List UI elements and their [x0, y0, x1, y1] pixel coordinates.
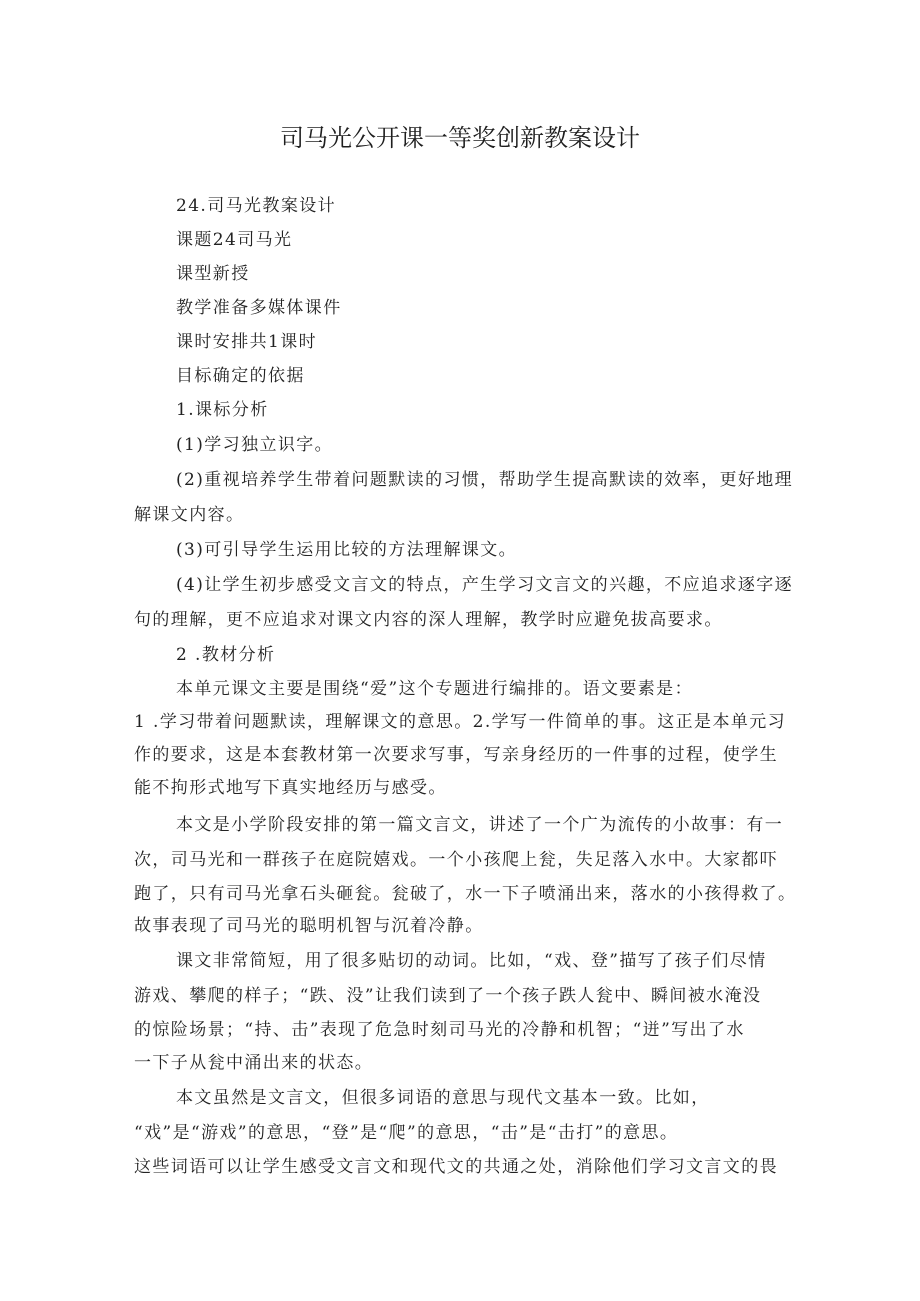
paragraph-line: 课文非常简短，用了很多贴切的动词。比如，“戏、登”描写了孩子们尽情 [176, 951, 767, 971]
document-title: 司马光公开课一等奖创新教案设计 [280, 124, 640, 152]
section-heading: 24.司马光教案设计 [176, 196, 337, 216]
paragraph-line: 游戏、攀爬的样子；“跌、没”让我们读到了一个孩子跌人瓮中、瞬间被水淹没 [134, 986, 762, 1006]
goal-item-1: (1)学习独立识字。 [176, 435, 334, 455]
paragraph-line: 本文是小学阶段安排的第一篇文言文，讲述了一个广为流传的小故事：有一 [176, 815, 784, 835]
goal-item-4-line-2: 句的理解，更不应追求对课文内容的深人理解，教学时应避免拔高要求。 [134, 610, 723, 630]
paragraph-line: 一下子从瓮中涌出来的状态。 [134, 1053, 374, 1073]
paragraph-line: 的惊险场景；“持、击”表现了危急时刻司马光的冷静和机智；“迸”写出了水 [134, 1020, 745, 1040]
paragraph-line: “戏”是“游戏”的意思，“登”是“爬”的意思，“击”是“击打”的意思。 [134, 1123, 679, 1143]
goal-item-3: (3)可引导学生运用比较的方法理解课文。 [176, 540, 518, 560]
paragraph-line: 这些词语可以让学生感受文言文和现代文的共通之处，消除他们学习文言文的畏 [134, 1157, 778, 1177]
paragraph-line: 能不拘形式地写下真实地经历与感受。 [134, 778, 447, 798]
curriculum-analysis-heading: 1.课标分析 [176, 400, 269, 420]
goal-item-2-line-2: 解课文内容。 [134, 505, 245, 525]
goal-item-2-line-1: (2)重视培养学生带着问题默读的习惯，帮助学生提高默读的效率，更好地理 [176, 470, 794, 490]
teaching-prep: 教学准备多媒体课件 [176, 298, 342, 318]
paragraph-line: 1 .学习带着问题默读，理解课文的意思。2.学写一件简单的事。这正是本单元习 [134, 712, 787, 732]
paragraph-line: 作的要求，这是本套教材第一次要求写事，写亲身经历的一件事的过程，使学生 [134, 745, 778, 765]
goal-basis-heading: 目标确定的依据 [176, 366, 305, 386]
paragraph-line: 故事表现了司马光的聪明机智与沉着冷静。 [134, 916, 484, 936]
goal-item-4-line-1: (4)让学生初步感受文言文的特点，产生学习文言文的兴趣，不应追求逐字逐 [176, 575, 794, 595]
paragraph-line: 本单元课文主要是围绕“爱”这个专题进行编排的。语文要素是： [176, 679, 693, 699]
lesson-type: 课型新授 [176, 264, 250, 284]
material-analysis-heading: 2 .教材分析 [176, 645, 276, 665]
class-hours: 课时安排共1课时 [176, 332, 318, 352]
paragraph-line: 跑了，只有司马光拿石头砸瓮。瓮破了，水一下子喷涌出来，落水的小孩得救了。 [134, 884, 797, 904]
paragraph-line: 本文虽然是文言文，但很多词语的意思与现代文基本一致。比如， [176, 1088, 710, 1108]
paragraph-line: 次，司马光和一群孩子在庭院嬉戏。一个小孩爬上瓮，失足落入水中。大家都吓 [134, 850, 778, 870]
lesson-topic: 课题24司马光 [176, 230, 293, 250]
